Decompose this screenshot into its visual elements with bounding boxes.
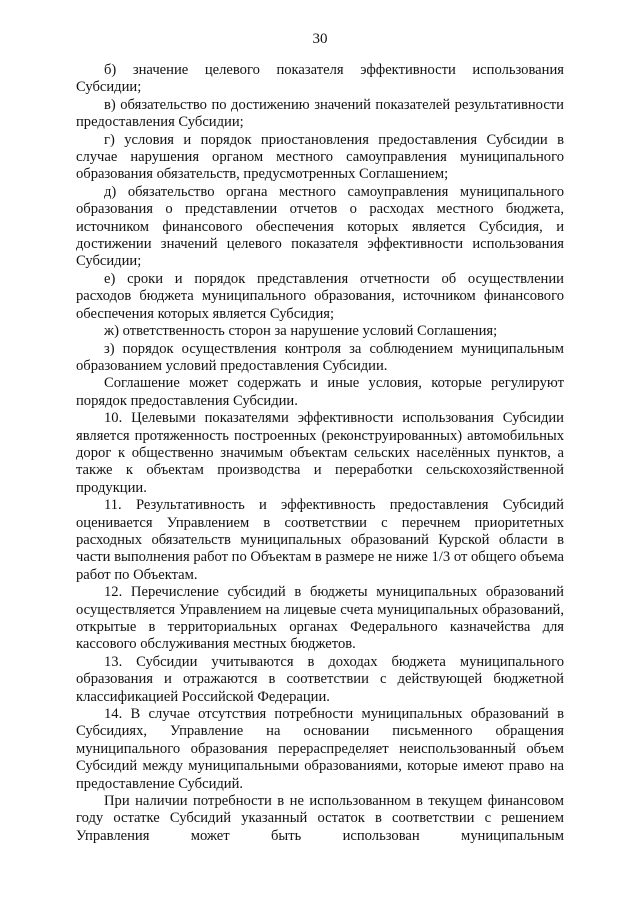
paragraph-13: 13. Субсидии учитываются в доходах бюджета муниципального образования и отражаются в соответствии с действующей бюджетной классификацией Российской Федерации. [76, 653, 564, 705]
paragraph-e: е) сроки и порядок представления отчетности об осуществлении расходов бюджета муниципального образования, источником финансового обеспечения которых является Субсидия; [76, 270, 564, 322]
paragraph-14: 14. В случае отсутствия потребности муниципальных образований в Субсидиях, Управление на основании письменного обращения муниципального образования перераспределяет неиспользованный объем Субсидий между муниципальными образованиями, которые имеют право на предоставление Субсидий. [76, 706, 564, 792]
paragraph-agreement-conditions: Соглашение может содержать и иные условия, которые регулируют порядок предоставления Субсидии. [76, 375, 564, 409]
paragraph-b: б) значение целевого показателя эффективности использования Субсидии; [76, 62, 564, 96]
paragraph-v: в) обязательство по достижению значений показателей результативности предоставления Субсидии; [76, 96, 564, 131]
paragraph-11: 11. Результативность и эффективность предоставления Субсидий оценивается Управлением в соответствии с перечнем приоритетных расходных обязательств муниципальных образований Курской области в части выполнения работ по Объектам в размере не ниже 1/3 от общего объема работ по Объектам. [76, 497, 564, 583]
paragraph-zh: ж) ответственность сторон за нарушение условий Соглашения; [104, 323, 498, 340]
paragraph-z: з) порядок осуществления контроля за соблюдением муниципальным образованием условий предоставления Субсидии. [76, 340, 564, 374]
paragraph-d: д) обязательство органа местного самоуправления муниципального образования о представлении отчетов о расходах местного бюджета, источником финансового обеспечения которых является Субсидия, и достижении значений целевого показателя эффективности использования Субсидии; [76, 183, 564, 270]
document-body [76, 62, 564, 845]
paragraph-remaining-balance: При наличии потребности в не использованном в текущем финансовом году остатке Субсидий указанный остаток в соответствии с решением Управления может быть использован муниципальным [76, 793, 564, 844]
paragraph-g: г) условия и порядок приостановления предоставления Субсидии в случае нарушения органом местного самоуправления муниципального образования обязательств, предусмотренных Соглашением; [76, 131, 564, 183]
paragraph-10: 10. Целевыми показателями эффективности использования Субсидии является протяженность построенных (реконструированных) автомобильных дорог к общественно значимым объектам сельских населённых пунктов, а также к объектам производства и переработки сельскохозяйственной продукции. [76, 410, 564, 496]
page-number: 30 [312, 31, 328, 47]
paragraph-12: 12. Перечисление субсидий в бюджеты муниципальных образований осуществляется Управлением на лицевые счета муниципальных образований, открытые в территориальных органах Федерального казначейства для кассового обслуживания местных бюджетов. [76, 584, 564, 653]
